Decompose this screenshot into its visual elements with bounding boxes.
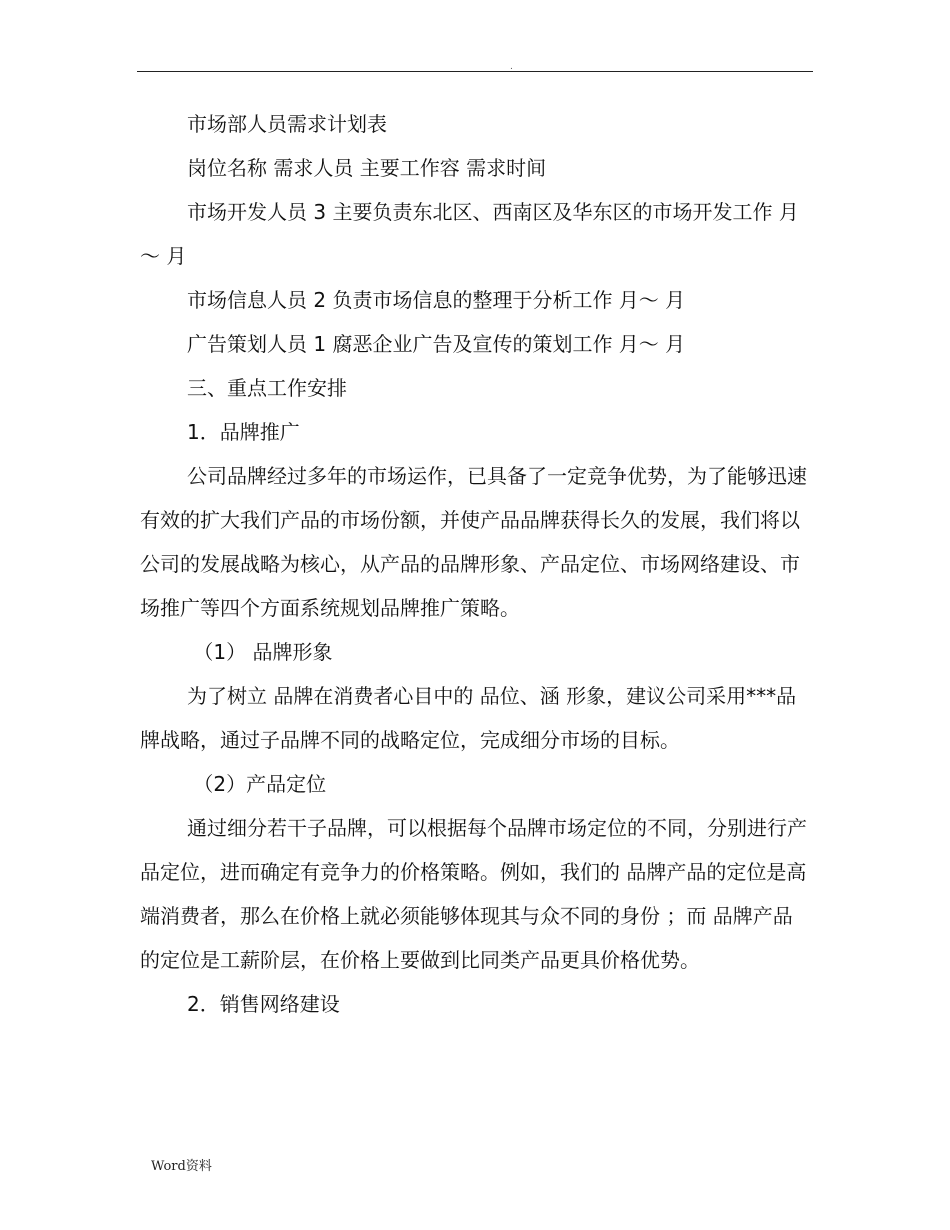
item-heading-brand-image: （1） 品牌形象 [187, 640, 333, 664]
subsection-heading-sales-network: 2．销售网络建设 [187, 992, 340, 1016]
header-rule [137, 71, 813, 72]
table-header-row: 岗位名称 需求人员 主要工作容 需求时间 [187, 156, 547, 180]
paragraph-product-positioning: 通过细分若干子品牌，可以根据每个品牌市场定位的不同，分别进行产品定位，进而确定有竞争力的价格策略。例如，我们的 品牌产品的定位是高端消费者，那么在价格上就必须能够体现其与众不同的身份 ；而 品牌产品的定位是工薪阶层，在价格上要做到比同类产品更具价格优势。 [140, 816, 807, 972]
document-body [140, 102, 808, 1026]
table-row-market-development: 市场开发人员 3 主要负责东北区、西南区及华东区的市场开发工作 月～ 月 [140, 200, 799, 268]
section-heading-key-work: 三、重点工作安排 [187, 376, 347, 400]
header-mark: . [510, 62, 513, 72]
table-row-advertising-planning: 广告策划人员 1 腐恶企业广告及宣传的策划工作 月～ 月 [187, 332, 686, 356]
paragraph-brand-image: 为了树立 品牌在消费者心目中的 品位、涵 形象，建议公司采用***品牌战略，通过子品牌不同的战略定位，完成细分市场的目标。 [140, 684, 797, 752]
paragraph-brand-promotion: 公司品牌经过多年的市场运作，已具备了一定竞争优势，为了能够迅速有效的扩大我们产品的市场份额，并使产品品牌获得长久的发展，我们将以公司的发展战略为核心，从产品的品牌形象、产品定位、市场网络建设、市场推广等四个方面系统规划品牌推广策略。 [140, 464, 807, 620]
page-footer: Word资料 [151, 1159, 212, 1174]
table-row-market-information: 市场信息人员 2 负责市场信息的整理于分析工作 月～ 月 [187, 288, 686, 312]
subsection-heading-brand-promotion: 1．品牌推广 [187, 420, 300, 444]
item-heading-product-positioning: （2）产品定位 [187, 772, 327, 796]
table-title: 市场部人员需求计划表 [187, 112, 387, 136]
